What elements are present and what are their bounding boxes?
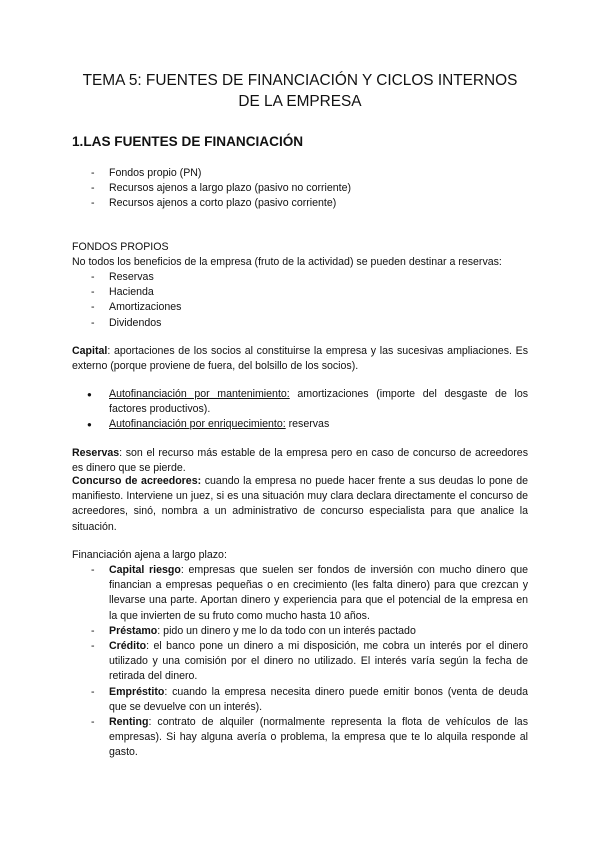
section-heading: 1.LAS FUENTES DE FINANCIACIÓN <box>72 134 304 149</box>
item-text: : cuando la empresa necesita dinero puede emitir bonos (venta de deuda que se devuelve con un interés). <box>109 685 528 713</box>
capital-term: Capital <box>72 345 108 357</box>
item-text: : contrato de alquiler (normalmente representa la flota de vehículos de las empresas). Si hay alguna avería o problema, la empresa que te lo alquila responde al gasto. <box>109 716 528 759</box>
item-term: Renting <box>109 716 149 729</box>
capital-paragraph <box>72 344 528 374</box>
concurso-text: cuando la empresa no puede hacer frente a sus deudas lo pone de manifiesto. Interviene un juez, si es una situación muy clara declara directamente el concurso de acreedores, sinó, nombra a un administrativo de concurso especialista para que analice la situación. <box>72 475 528 533</box>
reservas-text: : son el recurso más estable de la empresa pero en caso de concurso de acreedores es dinero que se pierde. <box>72 447 528 475</box>
item-text: : el banco pone un dinero a mi disposición, me cobra un interés por el dinero utilizado y una comisión por el dinero no utilizado. El interés varía según la fecha de retirada del dinero. <box>109 640 528 683</box>
item-term: Préstamo <box>109 624 158 637</box>
list-item <box>72 715 528 761</box>
list-item: - Amortizaciones <box>72 300 528 315</box>
autofin-term: Autofinanciación por mantenimiento: <box>109 388 290 400</box>
concurso-paragraph <box>72 474 528 535</box>
list-item <box>72 417 528 432</box>
financiacion-ajena-list <box>72 563 528 761</box>
list-item: - Hacienda <box>72 285 528 300</box>
list-item: - Dividendos <box>72 316 528 331</box>
item-term: Crédito <box>109 640 147 653</box>
capital-text: : aportaciones de los socios al constituirse la empresa y las sucesivas ampliaciones. Es externo (porque proviene de fuera, del bolsillo de los socios). <box>72 345 528 373</box>
autofin-text: amortizaciones (importe del desgaste de los factores productivos). <box>109 388 529 416</box>
list-item: - Recursos ajenos a corto plazo (pasivo corriente) <box>72 196 528 211</box>
fondos-propios-intro: No todos los beneficios de la empresa (fruto de la actividad) se pueden destinar a reservas: <box>72 256 502 268</box>
list-item <box>72 563 528 624</box>
fondos-propios-label: FONDOS PROPIOS <box>72 241 169 253</box>
list-item: - Fondos propio (PN) <box>72 166 528 181</box>
autofin-term: Autofinanciación por enriquecimiento: <box>109 418 286 431</box>
reservas-paragraph <box>72 446 528 476</box>
funding-sources-list <box>72 166 528 212</box>
item-text: : empresas que suelen ser fondos de inversión con mucho dinero que financian a empresas pequeñas o en crecimiento (les falta dinero) para que crezcan y llevarse una parte. Aportan dinero y experiencia para que el potencial de la empresa en la que invierten de su fruto como mucho hasta 10 años. <box>109 564 528 622</box>
list-item: - Recursos ajenos a largo plazo (pasivo no corriente) <box>72 181 528 196</box>
autofinanciacion-list <box>72 387 528 433</box>
financiacion-ajena-label: Financiación ajena a largo plazo: <box>72 549 227 561</box>
item-term: Capital riesgo <box>109 564 181 576</box>
item-text: : pido un dinero y me lo da todo con un interés pactado <box>157 624 416 637</box>
autofin-text: reservas <box>285 418 330 431</box>
reservas-term: Reservas <box>72 447 120 459</box>
item-term: Empréstito <box>109 685 165 698</box>
document-title: TEMA 5: FUENTES DE FINANCIACIÓN Y CICLOS INTERNOS DE LA EMPRESA <box>82 72 518 110</box>
list-item <box>72 639 528 685</box>
list-item <box>72 685 528 715</box>
list-item <box>72 624 528 639</box>
list-item <box>72 387 528 417</box>
concurso-term: Concurso de acreedores: <box>72 475 202 487</box>
fondos-propios-list <box>72 270 528 331</box>
list-item: - Reservas <box>72 270 528 285</box>
